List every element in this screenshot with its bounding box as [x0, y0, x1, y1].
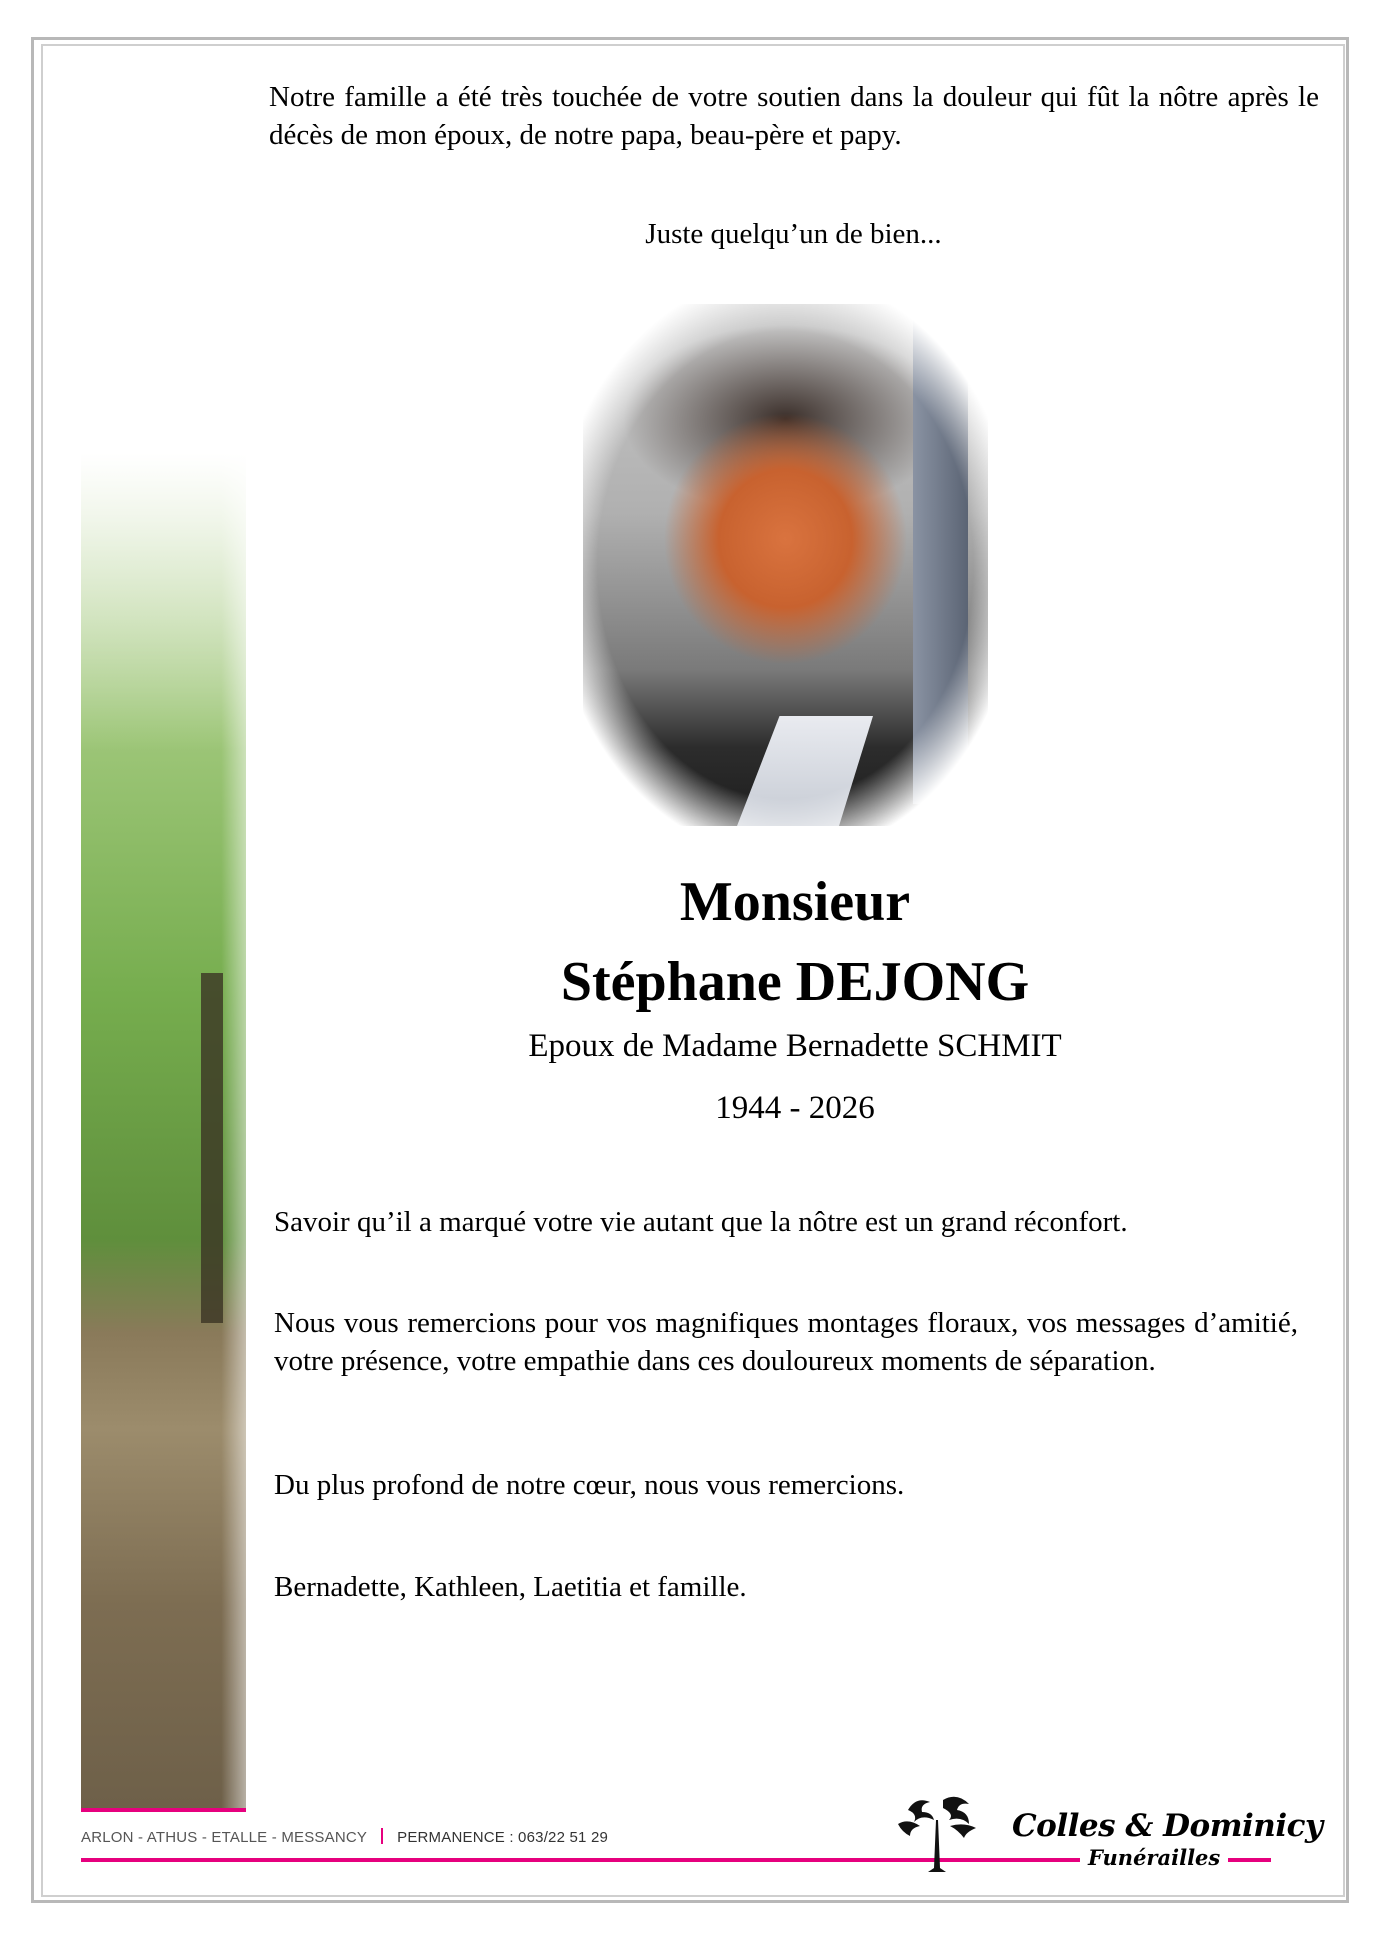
photo-window-frame — [913, 314, 968, 804]
footer-separator — [381, 1828, 383, 1844]
paragraph-thanks: Nous vous remercions pour vos magnifiques montages floraux, vos messages d’amitié, votre présence, votre empathie dans ces douloureux moments de séparation. — [274, 1307, 1298, 1377]
footer-locations: ARLON - ATHUS - ETALLE - MESSANCY — [81, 1829, 368, 1846]
logo-name: Colles & Dominicy — [1012, 1808, 1323, 1844]
tree-logo-icon — [888, 1790, 988, 1875]
pink-underline — [81, 1808, 246, 1812]
footer-info — [81, 1828, 608, 1846]
paragraph-signature: Bernadette, Kathleen, Laetitia et famille. — [274, 1571, 747, 1603]
tree-trunk — [201, 973, 223, 1323]
deceased-name: Stéphane DEJONG — [560, 951, 1030, 1013]
portrait-photo — [583, 304, 988, 826]
footer-permanence: PERMANENCE : 063/22 51 29 — [397, 1829, 609, 1846]
logo-subtitle: Funérailles — [1080, 1845, 1228, 1870]
deceased-title: Monsieur — [679, 871, 911, 933]
paragraph-heart: Du plus profond de notre cœur, nous vous remercions. — [274, 1469, 905, 1501]
forest-path-image — [81, 453, 246, 1808]
intro-text: Notre famille a été très touchée de votre soutien dans la douleur qui fût la nôtre après le décès de mon époux, de notre papa, beau-père et papy. — [269, 81, 1319, 151]
tagline: Juste quelqu’un de bien... — [645, 218, 942, 250]
paragraph-comfort: Savoir qu’il a marqué votre vie autant que la nôtre est un grand réconfort. — [274, 1206, 1128, 1238]
photo-shirt — [703, 716, 873, 826]
deceased-spouse: Epoux de Madame Bernadette SCHMIT — [528, 1028, 1062, 1064]
deceased-dates: 1944 - 2026 — [715, 1090, 875, 1126]
